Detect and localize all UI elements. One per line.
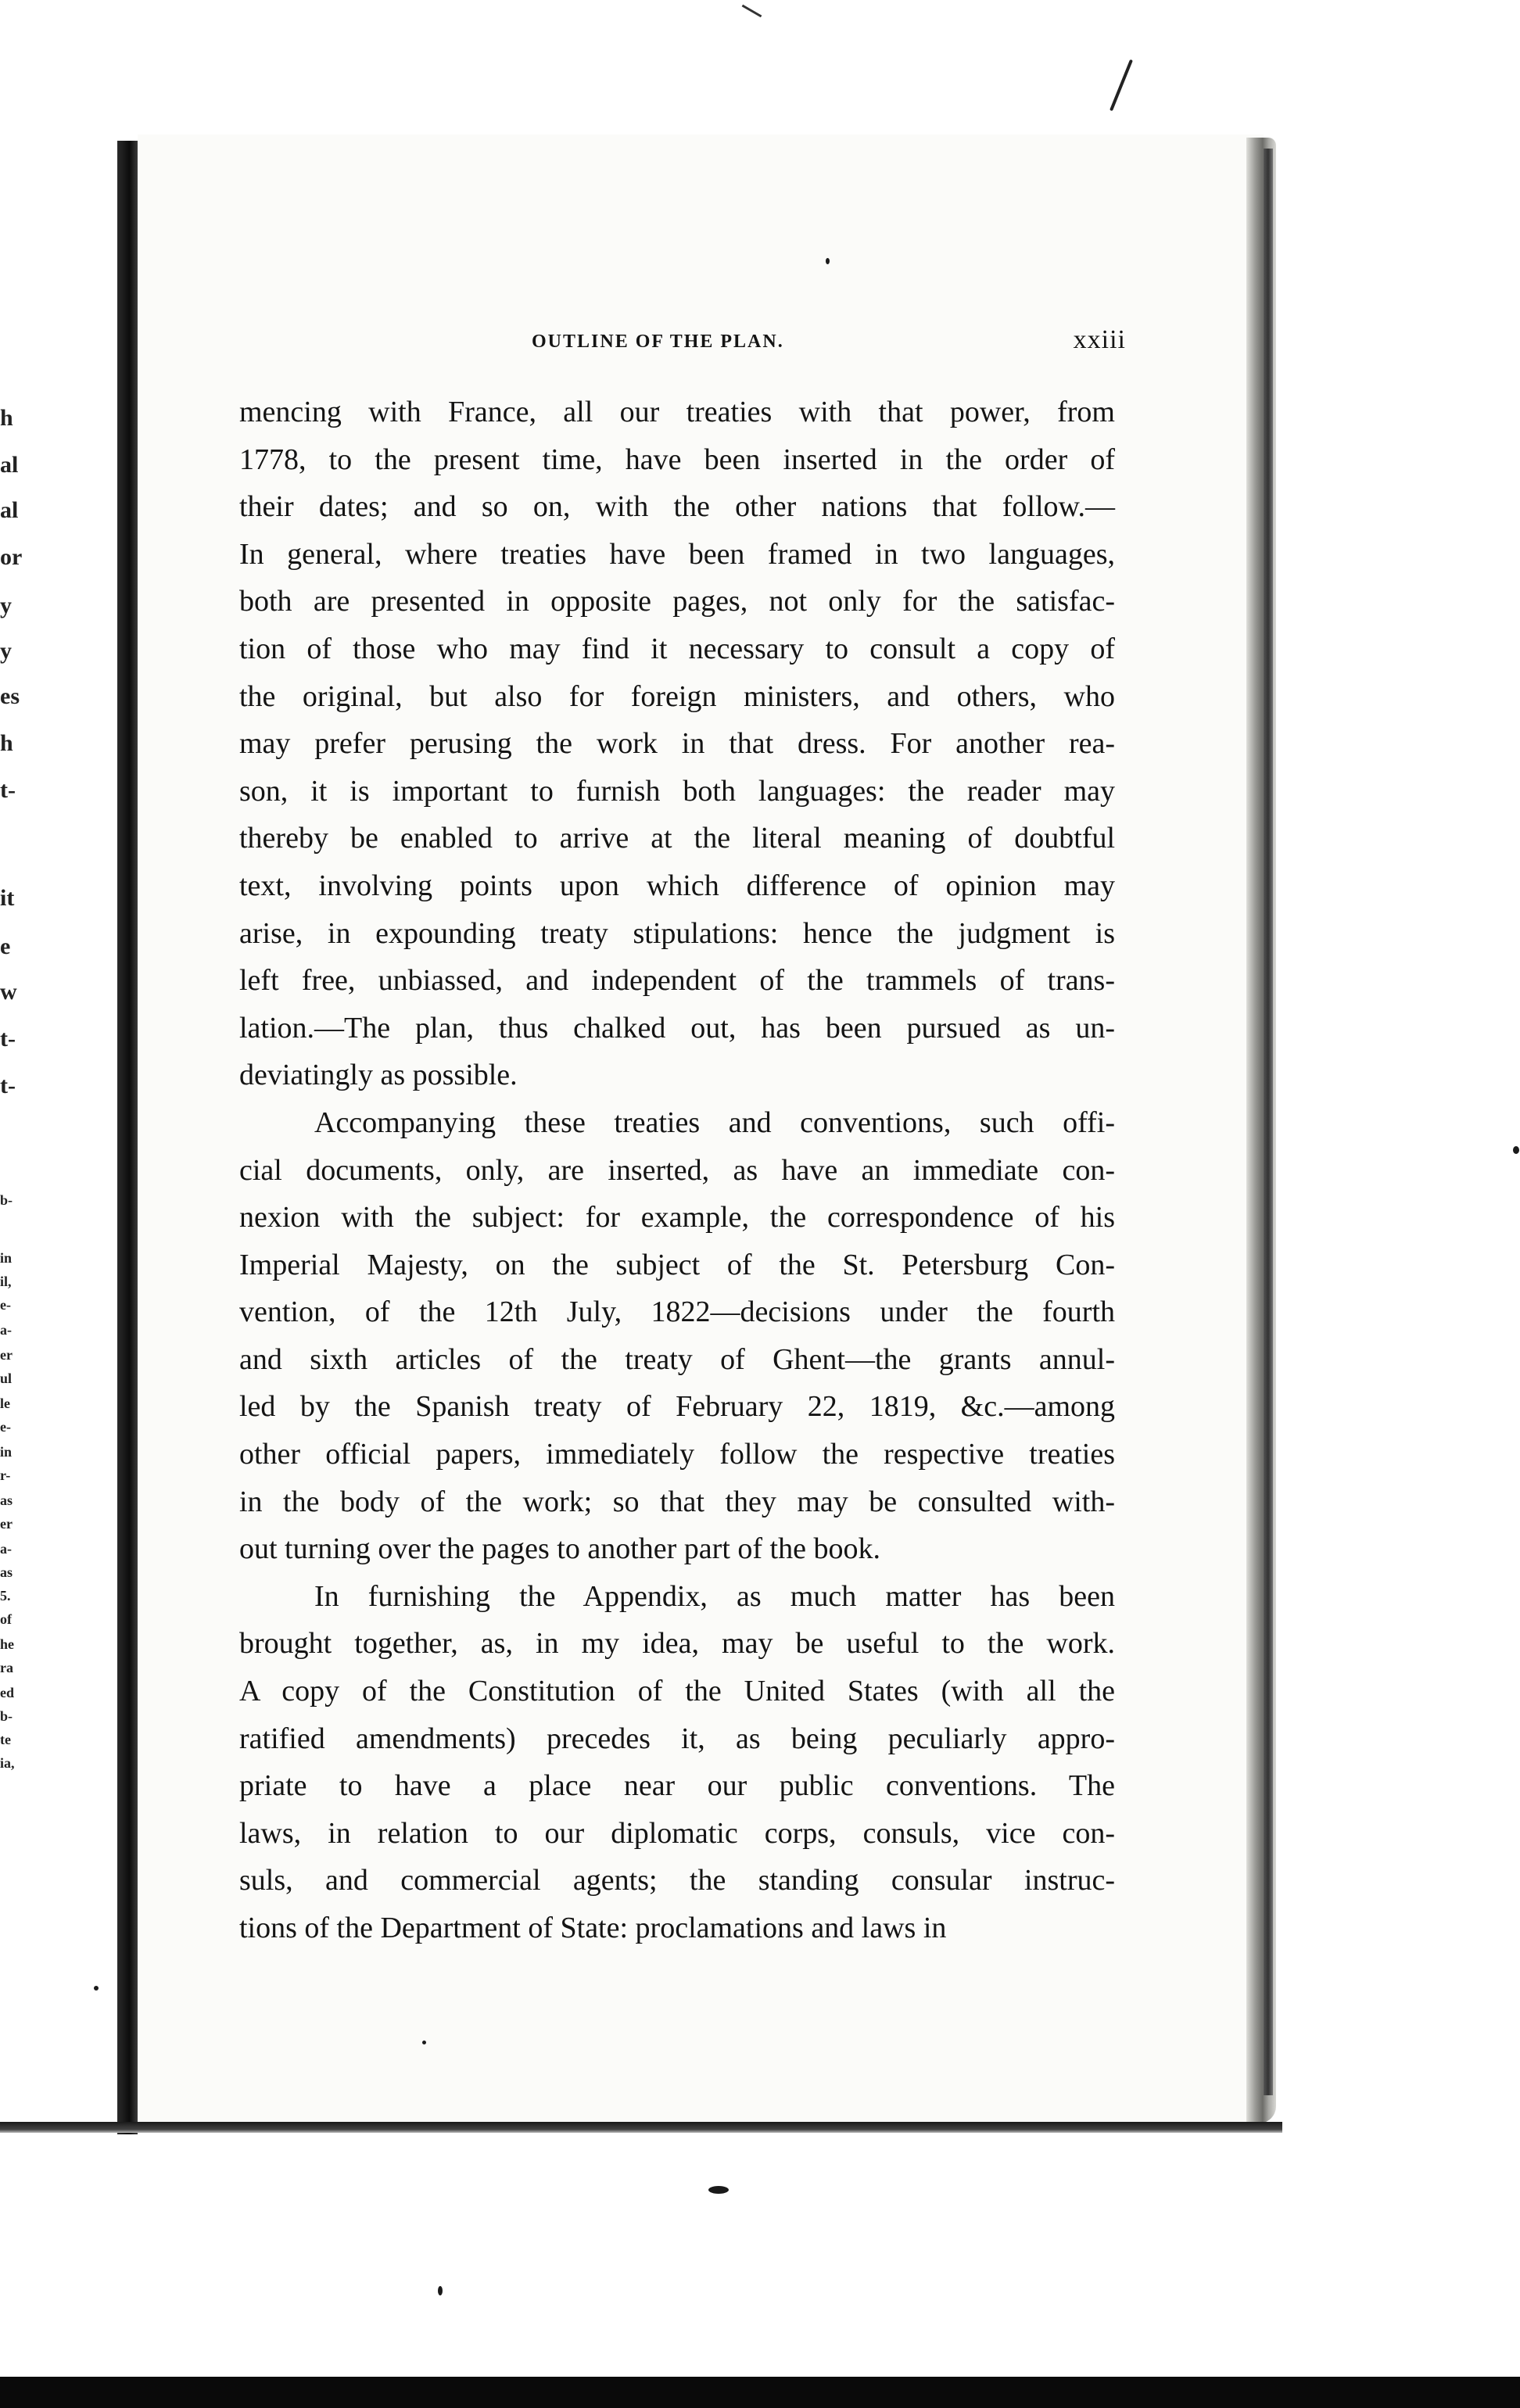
facing-page-text: er xyxy=(0,1516,13,1532)
facing-page-text: in xyxy=(0,1444,13,1460)
text-line: the original, but also for foreign ministers, and others, who xyxy=(239,679,1115,713)
text-line: laws, in relation to our diplomatic corps, consuls, vice con- xyxy=(239,1816,1115,1850)
text-line: and sixth articles of the treaty of Ghent—the grants annul- xyxy=(239,1342,1115,1376)
paragraph-2 xyxy=(239,1099,1115,1573)
film-border xyxy=(0,2377,1520,2408)
facing-page-text: b- xyxy=(0,1708,13,1724)
text-line: left free, unbiassed, and independent of the trammels of trans- xyxy=(239,964,1115,998)
pencil-mark xyxy=(1110,59,1133,111)
facing-page-text: h xyxy=(0,405,13,431)
facing-page-text: y xyxy=(0,593,12,618)
text-line: out turning over the pages to another part of the book. xyxy=(239,1532,880,1566)
facing-page-text: es xyxy=(0,683,20,709)
text-line: lation.—The plan, thus chalked out, has been pursued as un- xyxy=(239,1011,1115,1045)
text-line: A copy of the Constitution of the United States (with all the xyxy=(239,1675,1115,1708)
facing-page-text: t- xyxy=(0,1073,16,1098)
facing-page-text: e- xyxy=(0,1419,11,1435)
text-line: brought together, as, in my idea, may be useful to the work. xyxy=(239,1627,1115,1661)
text-line: son, it is important to furnish both languages: the reader may xyxy=(239,774,1115,808)
text-line: led by the Spanish treaty of February 22, 1819, &c.—among xyxy=(239,1390,1115,1424)
facing-page-text: he xyxy=(0,1636,14,1652)
facing-page-text: e xyxy=(0,933,11,959)
scan-artifact xyxy=(742,5,762,18)
text-line: 1778, to the present time, have been inserted in the order of xyxy=(239,443,1115,476)
text-line: In furnishing the Appendix, as much matter has been xyxy=(314,1579,1115,1613)
facing-page-text: il, xyxy=(0,1274,12,1289)
facing-page-text: al xyxy=(0,452,19,478)
text-line: text, involving points upon which difference of opinion may xyxy=(239,869,1115,902)
facing-page-text: a- xyxy=(0,1541,12,1557)
paragraph-3 xyxy=(239,1573,1115,1952)
dust-speck xyxy=(94,1986,99,1991)
facing-page-text: te xyxy=(0,1732,11,1747)
facing-page-text: as xyxy=(0,1564,13,1580)
text-line: ratified amendments) precedes it, as being peculiarly appro- xyxy=(239,1722,1115,1755)
text-line: tions of the Department of State: proclamations and laws in xyxy=(239,1912,947,1944)
facing-page-text: ia, xyxy=(0,1755,15,1771)
running-head xyxy=(235,325,1126,363)
facing-page-text: al xyxy=(0,497,19,523)
facing-page-text: of xyxy=(0,1611,12,1627)
facing-page-text: t- xyxy=(0,777,16,803)
facing-page-fragment xyxy=(0,407,86,2001)
facing-page-text: ul xyxy=(0,1371,13,1386)
text-line: arise, in expounding treaty stipulations: hence the judgment is xyxy=(239,916,1115,950)
text-line: vention, of the 12th July, 1822—decisions under the fourth xyxy=(239,1295,1115,1329)
dust-speck xyxy=(708,2186,729,2194)
text-line: other official papers, immediately follow the respective treaties xyxy=(239,1438,1115,1471)
text-line: in the body of the work; so that they may be consulted with- xyxy=(239,1485,1115,1518)
text-line: Accompanying these treaties and conventions, such offi- xyxy=(314,1105,1115,1139)
text-line: suls, and commercial agents; the standing consular instruc- xyxy=(239,1864,1115,1897)
dust-speck xyxy=(438,2286,443,2295)
text-line: Imperial Majesty, on the subject of the St. Petersburg Con- xyxy=(239,1248,1115,1281)
text-line: cial documents, only, are inserted, as have an immediate con- xyxy=(239,1153,1115,1187)
text-line: deviatingly as possible. xyxy=(239,1059,518,1092)
facing-page-text: ed xyxy=(0,1685,14,1700)
text-line: thereby be enabled to arrive at the literal meaning of doubtful xyxy=(239,822,1115,855)
page-fore-edge-shadow xyxy=(1264,149,1273,2095)
text-line: may prefer perusing the work in that dress. For another rea- xyxy=(239,727,1115,761)
facing-page-text: w xyxy=(0,979,17,1005)
facing-page-text: in xyxy=(0,1250,13,1266)
facing-page-text: a- xyxy=(0,1322,12,1338)
body-text xyxy=(239,389,1115,1952)
facing-page-text: le xyxy=(0,1396,10,1411)
facing-page-text: as xyxy=(0,1492,13,1508)
page-number: xxiii xyxy=(1073,325,1126,354)
dust-speck xyxy=(422,2041,426,2044)
text-line: priate to have a place near our public conventions. The xyxy=(239,1769,1115,1803)
text-line: mencing with France, all our treaties with that power, from xyxy=(239,396,1115,428)
facing-page-text: b- xyxy=(0,1192,13,1208)
text-line: both are presented in opposite pages, not only for the satisfac- xyxy=(239,585,1115,618)
facing-page-text: h xyxy=(0,730,13,756)
facing-page-text: it xyxy=(0,885,15,911)
facing-page-text: 5. xyxy=(0,1588,11,1604)
facing-page-text: e- xyxy=(0,1297,11,1313)
text-line: nexion with the subject: for example, the correspondence of his xyxy=(239,1201,1115,1234)
facing-page-text: or xyxy=(0,544,23,570)
running-title: OUTLINE OF THE PLAN. xyxy=(532,331,784,352)
page-bottom-edge xyxy=(0,2122,1282,2133)
dust-speck xyxy=(826,258,830,264)
paragraph-1 xyxy=(239,389,1115,1099)
text-line: their dates; and so on, with the other nations that follow.— xyxy=(239,490,1115,524)
facing-page-text: r- xyxy=(0,1467,11,1483)
facing-page-text: y xyxy=(0,638,12,664)
text-line: In general, where treaties have been framed in two languages, xyxy=(239,537,1115,571)
dust-speck xyxy=(1513,1146,1519,1154)
text-line: tion of those who may find it necessary to consult a copy of xyxy=(239,632,1115,665)
facing-page-text: er xyxy=(0,1347,13,1363)
book-gutter xyxy=(117,141,138,2134)
facing-page-text: t- xyxy=(0,1026,16,1052)
facing-page-text: ra xyxy=(0,1660,13,1675)
